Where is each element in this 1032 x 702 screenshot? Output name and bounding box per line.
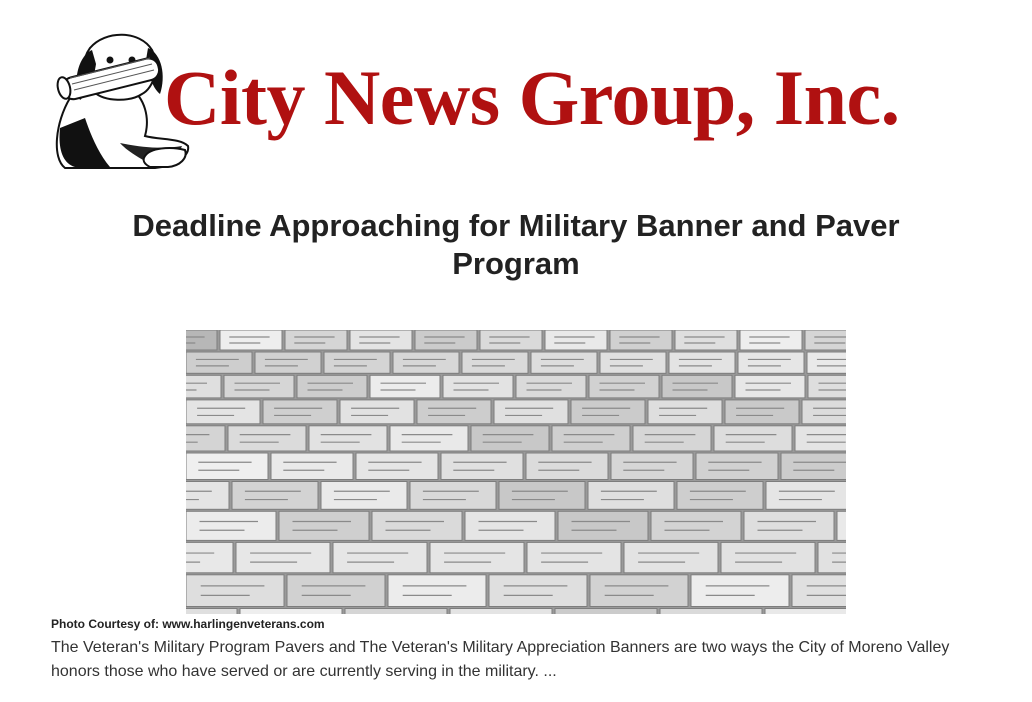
paver-brick	[633, 426, 711, 451]
paver-brick	[624, 542, 718, 572]
paver-brick	[499, 482, 585, 510]
paver-brick	[725, 400, 799, 424]
paver-brick	[186, 511, 276, 540]
paver-brick	[370, 375, 440, 398]
paver-brick	[721, 542, 815, 572]
paver-brick	[186, 609, 237, 615]
paver-brick	[417, 400, 491, 424]
paver-brick	[738, 352, 804, 373]
paver-brick	[805, 330, 846, 350]
paver-brick	[186, 575, 284, 607]
paver-brick	[333, 542, 427, 572]
paver-brick	[186, 375, 221, 398]
paver-brick	[802, 400, 846, 424]
paver-brick	[287, 575, 385, 607]
paver-brick	[765, 609, 846, 615]
paver-brick	[588, 482, 674, 510]
paver-brick	[390, 426, 468, 451]
paver-brick	[240, 609, 342, 615]
paver-brick	[766, 482, 846, 510]
paver-brick	[388, 575, 486, 607]
paver-brick	[255, 352, 321, 373]
paver-brick	[186, 542, 233, 572]
paver-brick	[714, 426, 792, 451]
paver-brick	[590, 575, 688, 607]
paver-brick	[808, 375, 846, 398]
paver-brick	[471, 426, 549, 451]
paver-brick	[224, 375, 294, 398]
paver-brick	[669, 352, 735, 373]
paver-brick	[691, 575, 789, 607]
paver-brick	[610, 330, 672, 350]
paver-brick	[443, 375, 513, 398]
paver-brick	[662, 375, 732, 398]
paver-brick	[696, 453, 778, 480]
paver-brick	[465, 511, 555, 540]
paver-brick	[818, 542, 846, 572]
paver-brick	[558, 511, 648, 540]
paver-brick	[186, 426, 225, 451]
paver-brick	[279, 511, 369, 540]
paver-brick	[494, 400, 568, 424]
paver-brick	[675, 330, 737, 350]
paver-brick	[324, 352, 390, 373]
paver-brick	[285, 330, 347, 350]
paver-brick	[740, 330, 802, 350]
paver-brick	[660, 609, 762, 615]
paver-brick	[837, 511, 846, 540]
paver-brick	[321, 482, 407, 510]
brand-name[interactable]: City News Group, Inc.	[164, 54, 900, 141]
paver-brick	[271, 453, 353, 480]
paver-brick	[186, 330, 217, 350]
paver-brick	[186, 400, 260, 424]
paver-brick	[430, 542, 524, 572]
paver-brick	[651, 511, 741, 540]
paver-brick	[735, 375, 805, 398]
paver-brick	[545, 330, 607, 350]
paver-brick	[263, 400, 337, 424]
paver-brick	[516, 375, 586, 398]
paver-brick	[186, 482, 229, 510]
paver-brick	[350, 330, 412, 350]
paver-brick	[410, 482, 496, 510]
paver-brick	[600, 352, 666, 373]
paver-brick	[415, 330, 477, 350]
paver-brick	[527, 542, 621, 572]
paver-brick	[236, 542, 330, 572]
memorial-pavers-photo[interactable]	[186, 330, 846, 614]
paver-brick	[795, 426, 846, 451]
paver-brick	[345, 609, 447, 615]
paver-brick	[356, 453, 438, 480]
paver-brick	[552, 426, 630, 451]
photo-credit: Photo Courtesy of: www.harlingenveterans.com	[51, 617, 325, 631]
paver-brick	[372, 511, 462, 540]
paver-brick	[611, 453, 693, 480]
paver-brick	[462, 352, 528, 373]
paver-brick	[526, 453, 608, 480]
paver-brick	[489, 575, 587, 607]
paver-brick	[228, 426, 306, 451]
paver-brick	[309, 426, 387, 451]
paver-brick	[555, 609, 657, 615]
paver-brick	[450, 609, 552, 615]
paver-brick	[807, 352, 846, 373]
paver-brick	[186, 352, 252, 373]
paver-brick-pattern	[186, 330, 846, 614]
paver-brick	[220, 330, 282, 350]
paver-brick	[589, 375, 659, 398]
paver-brick	[232, 482, 318, 510]
paver-brick	[792, 575, 846, 607]
paver-brick	[531, 352, 597, 373]
paver-brick	[297, 375, 367, 398]
paver-brick	[441, 453, 523, 480]
paver-brick	[571, 400, 645, 424]
article-headline[interactable]: Deadline Approaching for Military Banner and Paver Program	[132, 208, 900, 281]
paver-brick	[393, 352, 459, 373]
paver-brick	[648, 400, 722, 424]
paver-brick	[340, 400, 414, 424]
paver-brick	[480, 330, 542, 350]
site-header	[50, 28, 980, 173]
paver-brick	[744, 511, 834, 540]
paver-brick	[677, 482, 763, 510]
paver-brick	[781, 453, 846, 480]
article-summary[interactable]: The Veteran's Military Program Pavers and The Veteran's Military Appreciation Banners are two ways the City of Moreno Valley honors those who have served or are currently serving in the military. ...	[51, 639, 950, 680]
paver-brick	[186, 453, 268, 480]
